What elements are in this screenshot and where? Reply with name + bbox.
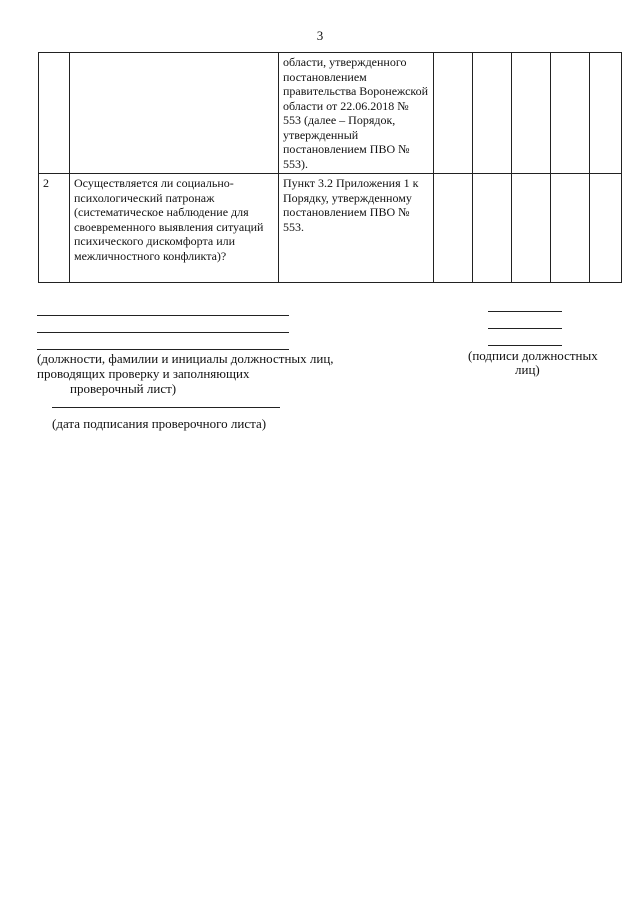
page-number: 3: [316, 28, 324, 43]
checklist-table: [38, 52, 622, 283]
answer-na-cell[interactable]: [512, 53, 551, 174]
date-caption: (дата подписания проверочного листа): [52, 416, 267, 431]
answer-na-cell[interactable]: [512, 174, 551, 283]
answer-extra-cell[interactable]: [551, 53, 590, 174]
signature-line[interactable]: [488, 345, 562, 346]
notes-cell[interactable]: [590, 174, 622, 283]
officials-caption: (должности, фамилии и инициалы должностных лиц,: [37, 351, 334, 366]
signature-line[interactable]: [488, 328, 562, 329]
answer-no-cell[interactable]: [473, 53, 512, 174]
officials-caption: проводящих проверку и заполняющих: [37, 366, 250, 381]
requirement-cell: области, утвержденного постановлением правительства Воронежской области от 22.06.2018 № 553 (далее – Порядок, утвержденный постановлением ПВО № 553).: [279, 53, 434, 174]
signature-line[interactable]: [488, 311, 562, 312]
answer-no-cell[interactable]: [473, 174, 512, 283]
officials-line[interactable]: [37, 315, 289, 316]
row-number-cell: 2: [39, 174, 70, 283]
requirement-cell: Пункт 3.2 Приложения 1 к Порядку, утвержденному постановлением ПВО № 553.: [279, 174, 434, 283]
date-line[interactable]: [52, 407, 280, 408]
officials-line[interactable]: [37, 332, 289, 333]
answer-extra-cell[interactable]: [551, 174, 590, 283]
table-row: [39, 53, 622, 174]
signatures-caption: (подписи должностных: [468, 348, 598, 363]
signatures-caption: лиц): [515, 362, 540, 377]
answer-yes-cell[interactable]: [434, 53, 473, 174]
question-cell: Осуществляется ли социально-психологический патронаж (систематическое наблюдение для своевременного выявления ситуаций психического дискомфорта или межличностного конфликта)?: [70, 174, 279, 283]
answer-yes-cell[interactable]: [434, 174, 473, 283]
question-cell: [70, 53, 279, 174]
officials-caption: проверочный лист): [70, 381, 177, 396]
row-number-cell: [39, 53, 70, 174]
officials-line[interactable]: [37, 349, 289, 350]
table-row: [39, 174, 622, 283]
notes-cell[interactable]: [590, 53, 622, 174]
